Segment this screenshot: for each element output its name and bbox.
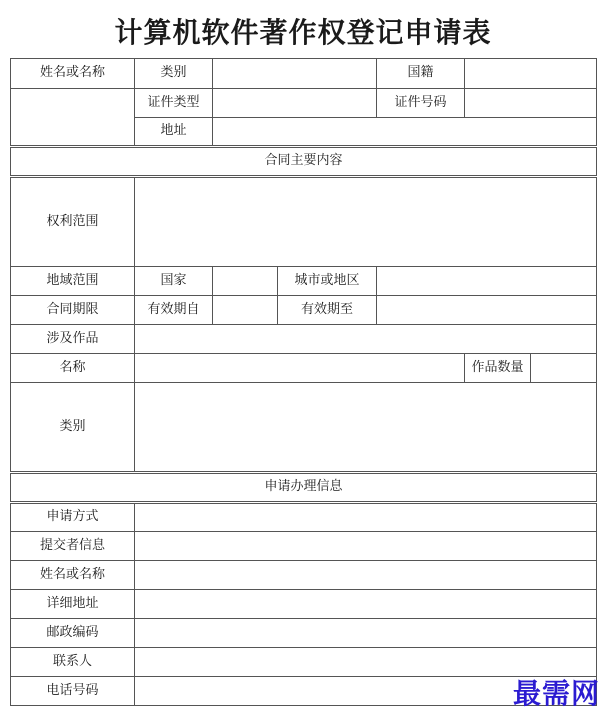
work-category-label: 类别 bbox=[11, 383, 135, 473]
submitter-name-label: 姓名或名称 bbox=[11, 561, 135, 590]
submitter-name-field[interactable] bbox=[135, 561, 597, 590]
submitter-info-field[interactable] bbox=[135, 532, 597, 561]
postal-code-field[interactable] bbox=[135, 619, 597, 648]
contract-term-label: 合同期限 bbox=[11, 296, 135, 325]
application-method-field[interactable] bbox=[135, 503, 597, 532]
watermark-logo: 最需网 bbox=[512, 677, 600, 710]
detailed-address-label: 详细地址 bbox=[11, 590, 135, 619]
works-involved-field[interactable] bbox=[135, 325, 597, 354]
work-count-label: 作品数量 bbox=[465, 354, 531, 383]
city-region-label: 城市或地区 bbox=[278, 267, 377, 296]
detailed-address-field[interactable] bbox=[135, 590, 597, 619]
applicant-category-label: 类别 bbox=[135, 59, 213, 89]
work-count-field[interactable] bbox=[531, 354, 597, 383]
id-number-field[interactable] bbox=[465, 89, 597, 118]
valid-to-field[interactable] bbox=[377, 296, 597, 325]
applicant-name-field[interactable] bbox=[11, 89, 135, 147]
nationality-field[interactable] bbox=[465, 59, 597, 89]
valid-from-label: 有效期自 bbox=[135, 296, 213, 325]
country-field[interactable] bbox=[213, 267, 278, 296]
submitter-info-label: 提交者信息 bbox=[11, 532, 135, 561]
rights-scope-label: 权利范围 bbox=[11, 177, 135, 267]
valid-to-label: 有效期至 bbox=[278, 296, 377, 325]
contract-section-header: 合同主要内容 bbox=[11, 147, 597, 177]
work-name-label: 名称 bbox=[11, 354, 135, 383]
valid-from-field[interactable] bbox=[213, 296, 278, 325]
rights-scope-field[interactable] bbox=[135, 177, 597, 267]
application-method-label: 申请方式 bbox=[11, 503, 135, 532]
application-section-header: 申请办理信息 bbox=[11, 473, 597, 503]
postal-code-label: 邮政编码 bbox=[11, 619, 135, 648]
phone-number-label: 电话号码 bbox=[11, 677, 135, 706]
form-title: 计算机软件著作权登记申请表 bbox=[114, 16, 492, 49]
city-region-field[interactable] bbox=[377, 267, 597, 296]
work-name-field[interactable] bbox=[135, 354, 465, 383]
contact-person-label: 联系人 bbox=[11, 648, 135, 677]
applicant-address-field[interactable] bbox=[213, 118, 597, 147]
nationality-label: 国籍 bbox=[377, 59, 465, 89]
id-type-field[interactable] bbox=[213, 89, 377, 118]
applicant-name-label: 姓名或名称 bbox=[11, 59, 135, 89]
applicant-address-label: 地址 bbox=[135, 118, 213, 147]
country-label: 国家 bbox=[135, 267, 213, 296]
works-involved-label: 涉及作品 bbox=[11, 325, 135, 354]
registration-form bbox=[10, 58, 597, 706]
id-number-label: 证件号码 bbox=[377, 89, 465, 118]
id-type-label: 证件类型 bbox=[135, 89, 213, 118]
work-category-field[interactable] bbox=[135, 383, 597, 473]
region-scope-label: 地域范围 bbox=[11, 267, 135, 296]
applicant-category-field[interactable] bbox=[213, 59, 377, 89]
